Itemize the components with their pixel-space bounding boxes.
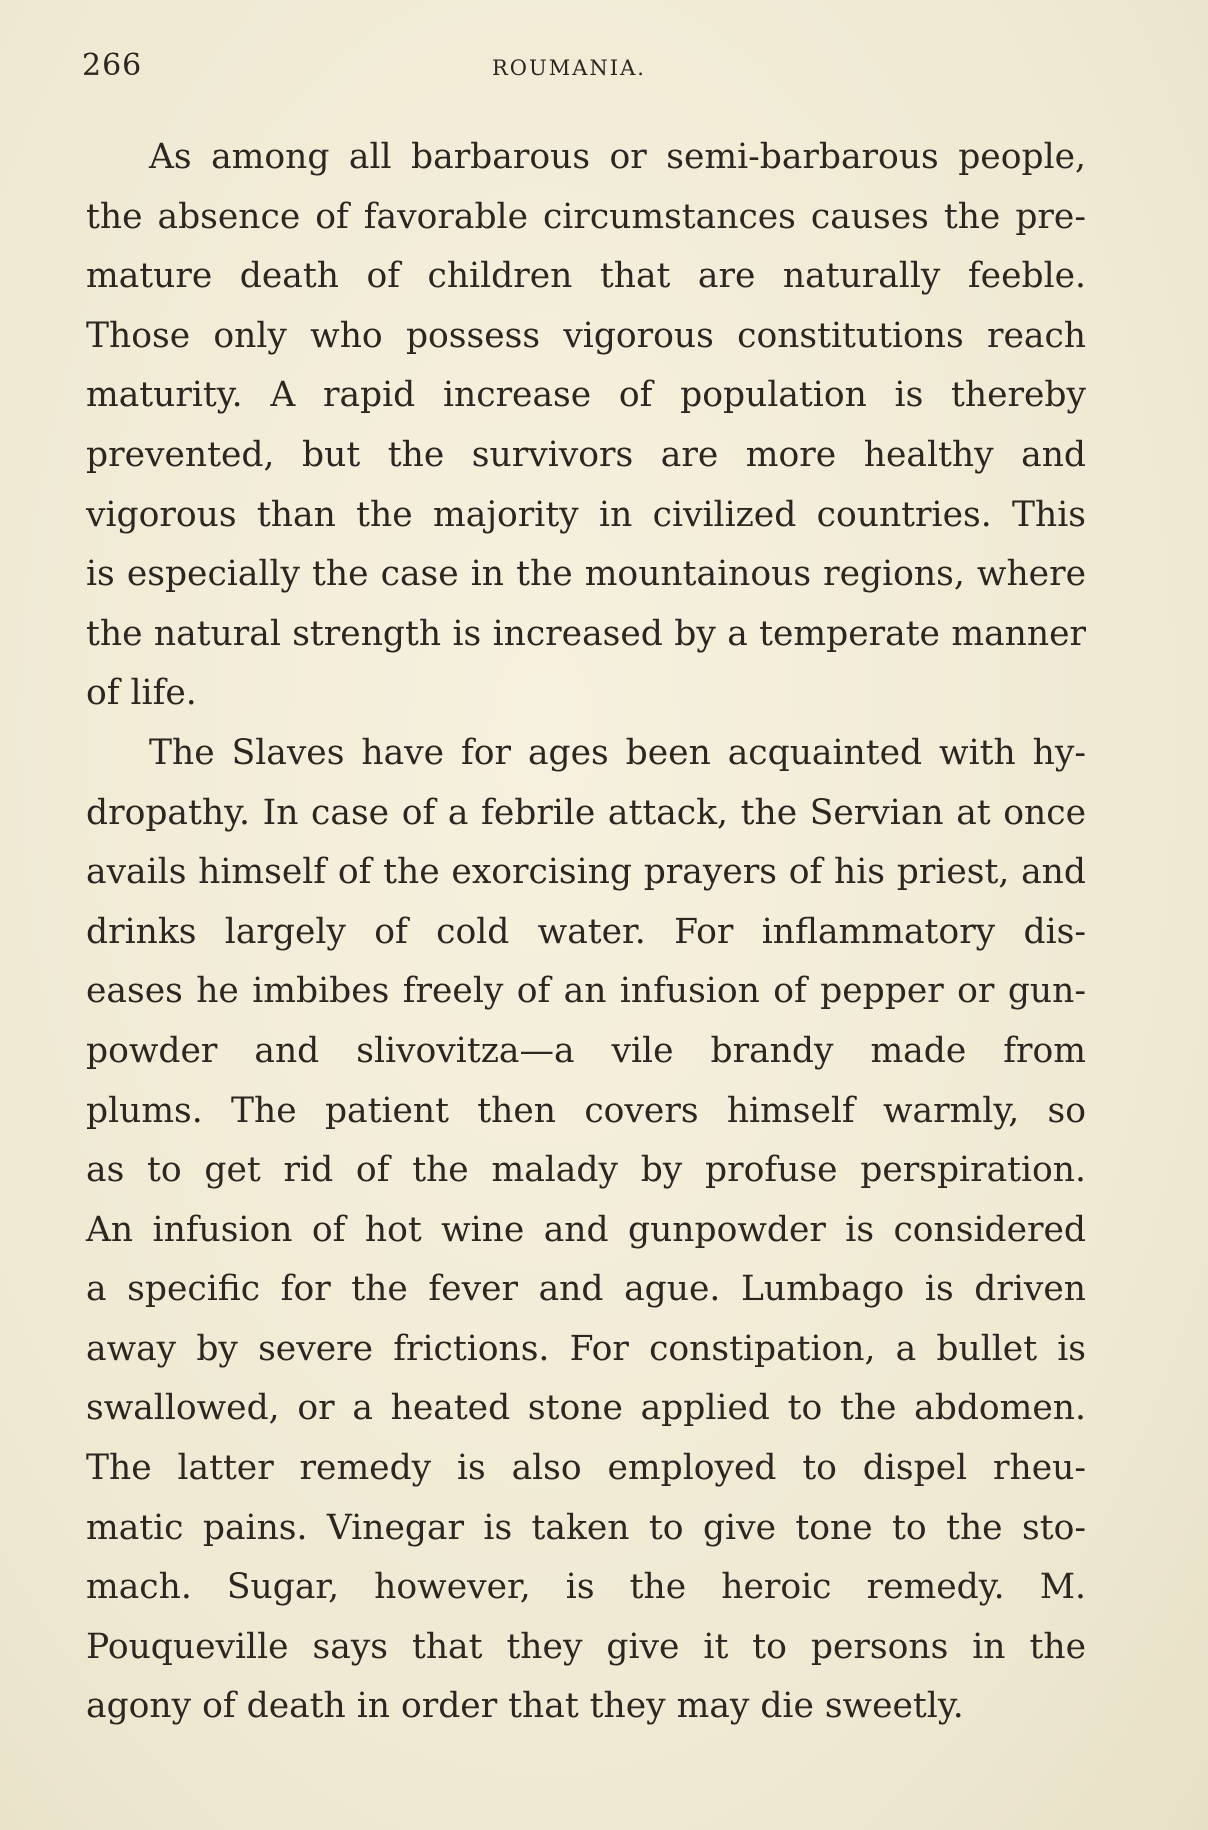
text-line: matic pains. Vinegar is taken to give tone to the sto- <box>86 1507 1086 1548</box>
text-line: the natural strength is increased by a temperate manner <box>86 613 1086 654</box>
paragraph-1 <box>86 128 1086 724</box>
text-line: a specific for the fever and ague. Lumbago is driven <box>86 1269 1086 1310</box>
paragraph-2 <box>86 724 1086 1737</box>
text-line: Pouqueville says that they give it to persons in the <box>86 1626 1086 1667</box>
page-header <box>82 48 1082 98</box>
paragraphs <box>86 128 1086 1737</box>
text-line: drinks largely of cold water. For inflammatory dis- <box>86 911 1086 952</box>
text-line: away by severe frictions. For constipation, a bullet is <box>86 1328 1086 1369</box>
page-number: 266 <box>82 48 143 83</box>
text-line: agony of death in order that they may die sweetly. <box>86 1686 964 1727</box>
text-line: mature death of children that are naturally feeble. <box>86 256 1086 297</box>
text-line: As among all barbarous or semi-barbarous people, <box>149 137 1086 177</box>
text-line: Those only who possess vigorous constitutions reach <box>86 315 1086 356</box>
text-line: is especially the case in the mountainous regions, where <box>86 554 1086 595</box>
text-line: The latter remedy is also employed to dispel rheu- <box>86 1448 1086 1489</box>
running-head: ROUMANIA. <box>492 56 646 80</box>
text-line: powder and slivovitza—a vile brandy made from <box>86 1030 1086 1071</box>
text-line: plums. The patient then covers himself warmly, so <box>86 1090 1086 1131</box>
text-line: maturity. A rapid increase of population is thereby <box>86 375 1086 416</box>
text-line: as to get rid of the malady by profuse perspiration. <box>86 1150 1086 1191</box>
text-line: prevented, but the survivors are more healthy and <box>86 434 1086 475</box>
text-line: The Slaves have for ages been acquainted with hy- <box>149 732 1086 773</box>
text-line: eases he imbibes freely of an infusion of pepper or gun- <box>86 971 1086 1012</box>
text-line: swallowed, or a heated stone applied to the abdomen. <box>86 1388 1086 1429</box>
text-line: mach. Sugar, however, is the heroic remedy. M. <box>86 1567 1086 1608</box>
text-line: of life. <box>86 673 197 714</box>
text-line: avails himself of the exorcising prayers of his priest, and <box>86 852 1086 893</box>
text-line: vigorous than the majority in civilized countries. This <box>86 494 1086 535</box>
text-line: the absence of favorable circumstances causes the pre- <box>86 196 1086 237</box>
text-line: dropathy. In case of a febrile attack, the Servian at once <box>86 792 1086 833</box>
body-text <box>86 128 1086 1737</box>
text-line: An infusion of hot wine and gunpowder is considered <box>86 1209 1086 1250</box>
